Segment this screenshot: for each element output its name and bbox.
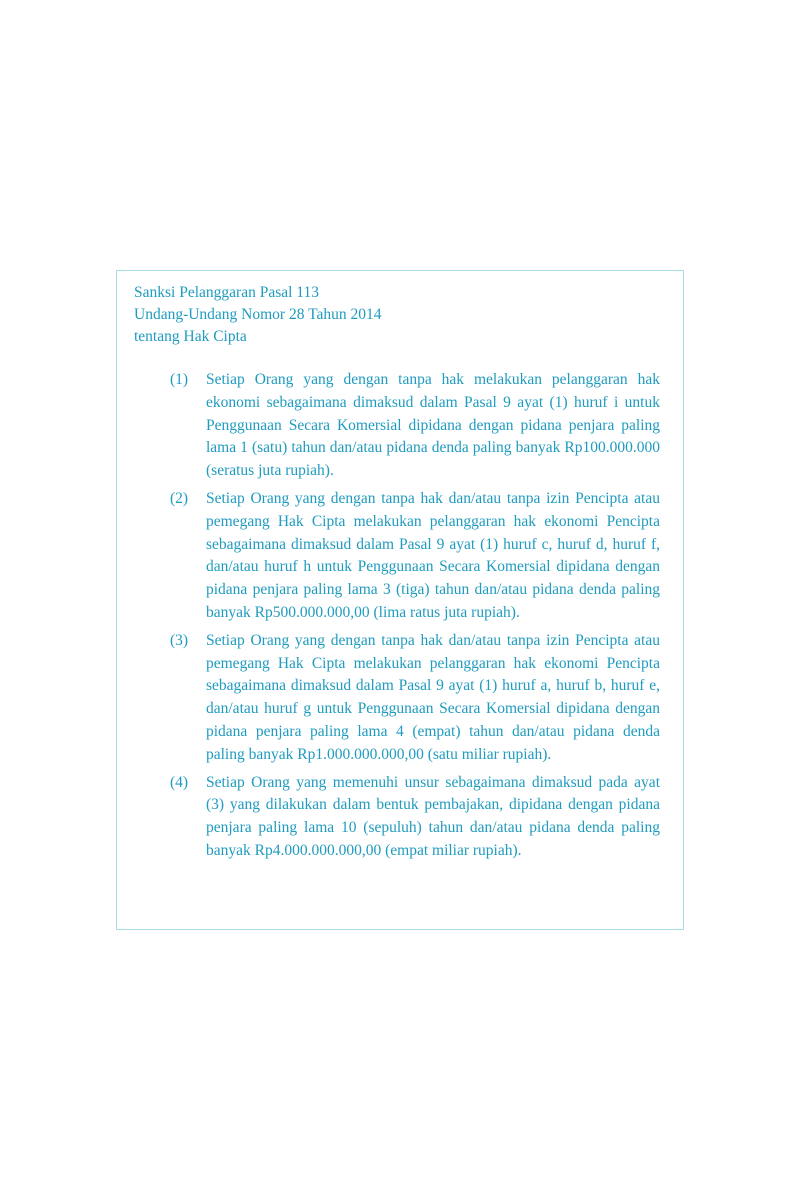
- item-number: (3): [170, 631, 189, 649]
- item-text: Setiap Orang yang dengan tanpa hak dan/atau tanpa izin Pencipta atau pemegang Hak Cipta melakukan pelanggaran hak ekonomi Pencipta sebagaimana dimaksud dalam Pasal 9 ayat (1) huruf c, huruf d, huruf f, dan/atau huruf h untuk Penggunaan Secara Komersial dipidana dengan pidana penjara paling lama 3 (tiga) tahun dan/atau pidana denda paling banyak Rp500.000.000,00 (lima ratus juta rupiah).: [206, 489, 660, 621]
- sanction-heading: [134, 282, 381, 348]
- item-number: (2): [170, 489, 189, 507]
- item-text: Setiap Orang yang dengan tanpa hak melakukan pelanggaran hak ekonomi sebagaimana dimaksud dalam Pasal 9 ayat (1) huruf i untuk Penggunaan Secara Komersial dipidana dengan pidana penjara paling lama 1 (satu) tahun dan/atau pidana denda paling banyak Rp100.000.000 (seratus juta rupiah).: [206, 371, 660, 480]
- item-text: Setiap Orang yang dengan tanpa hak dan/atau tanpa izin Pencipta atau pemegang Hak Cipta melakukan pelanggaran hak ekonomi Pencipta sebagaimana dimaksud dalam Pasal 9 ayat (1) huruf a, huruf b, huruf e, dan/atau huruf g untuk Penggunaan Secara Komersial dipidana dengan pidana penjara paling lama 4 (empat) tahun dan/atau pidana denda paling banyak Rp1.000.000.000,00 (satu miliar rupiah).: [206, 631, 660, 763]
- sanction-item-3: [170, 630, 660, 767]
- item-number: (4): [170, 773, 189, 791]
- heading-line-subject: tentang Hak Cipta: [134, 328, 247, 345]
- sanction-list: [170, 369, 660, 868]
- sanction-item-1: [170, 369, 660, 483]
- sanction-item-2: [170, 488, 660, 625]
- sanction-item-4: [170, 772, 660, 863]
- heading-line-law: Undang-Undang Nomor 28 Tahun 2014: [134, 306, 382, 323]
- item-number: (1): [170, 371, 189, 388]
- item-text: Setiap Orang yang memenuhi unsur sebagaimana dimaksud pada ayat (3) yang dilakukan dalam bentuk pembajakan, dipidana dengan pidana penjara paling lama 10 (sepuluh) tahun dan/atau pidana denda paling banyak Rp4.000.000.000,00 (empat miliar rupiah).: [206, 773, 660, 859]
- heading-line-article: Sanksi Pelanggaran Pasal 113: [134, 284, 319, 301]
